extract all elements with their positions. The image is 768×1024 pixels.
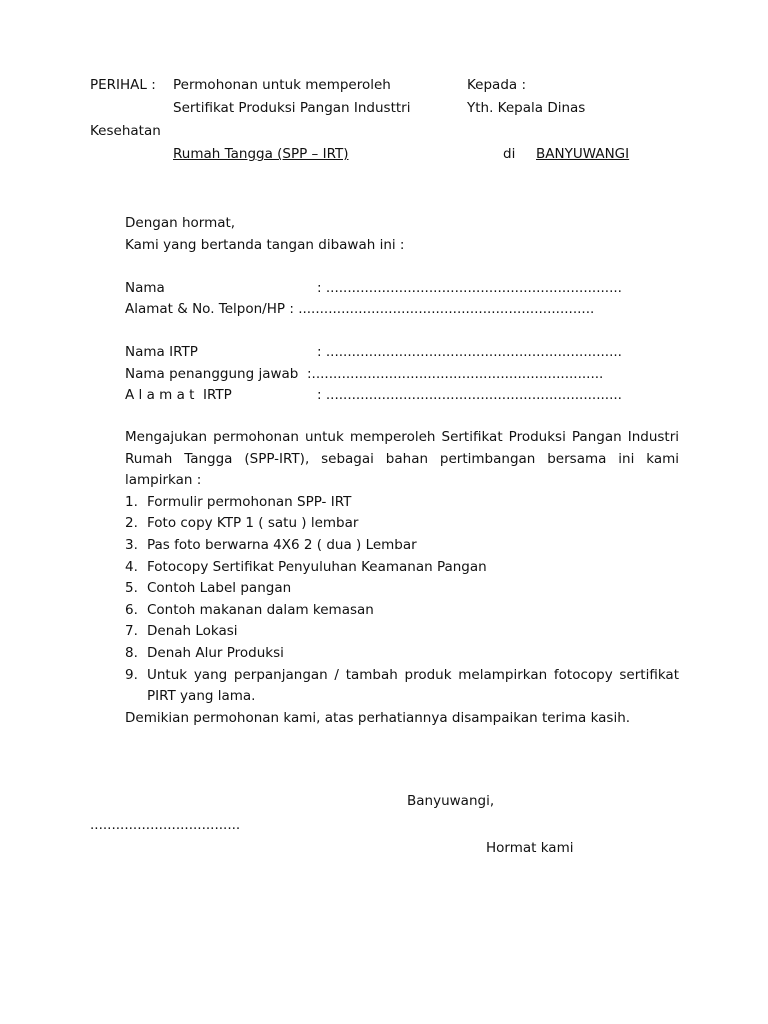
list-item: 8. Denah Alur Produksi (125, 644, 284, 661)
field-value: ..................................................................... (325, 387, 622, 403)
letter-body (125, 427, 679, 729)
field-label: Nama IRTP (125, 344, 198, 360)
field-nama-irtp (125, 343, 622, 361)
list-item: 6. Contoh makanan dalam kemasan (125, 601, 374, 618)
subject-wrap: Kesehatan (90, 123, 161, 139)
signature-date-dots: ................................... (90, 817, 241, 833)
field-label: A l a m a t IRTP (125, 387, 232, 403)
attachment-list (125, 492, 679, 708)
field-colon: : (317, 280, 322, 296)
intro-text: Kami yang bertanda tangan dibawah ini : (125, 237, 405, 253)
field-value: ..................................................................... (325, 344, 622, 360)
field-colon: : (317, 344, 322, 360)
field-alamat-telpon (125, 300, 594, 318)
field-penanggung-jawab (125, 365, 603, 383)
field-label: Alamat & No. Telpon/HP (125, 301, 286, 317)
list-item: 7. Denah Lokasi (125, 623, 238, 640)
signature-city: Banyuwangi, (407, 793, 495, 809)
recipient-line-1: Yth. Kepala Dinas (467, 100, 586, 116)
closing-paragraph: Demikian permohonan kami, atas perhatiannya disampaikan terima kasih. (125, 709, 631, 726)
list-item: 1. Formulir permohonan SPP- IRT (125, 493, 352, 510)
signature-regards: Hormat kami (486, 840, 574, 856)
request-paragraph: Mengajukan permohonan untuk memperoleh Sertifikat Produksi Pangan Industri Rumah Tangga (SPP-IRT), sebagai bahan pertimbangan bersama ini kami lampirkan : (125, 429, 679, 489)
location: BANYUWANGI (536, 146, 630, 162)
field-nama (125, 279, 622, 297)
list-item: 5. Contoh Label pangan (125, 580, 292, 597)
field-colon: : (306, 366, 312, 382)
field-value: ..................................................................... (298, 301, 595, 317)
di-label: di (503, 146, 516, 162)
list-item: 3. Pas foto berwarna 4X6 2 ( dua ) Lembar (125, 536, 417, 553)
field-value: ..................................................................... (325, 280, 622, 296)
field-label: Nama (125, 280, 165, 296)
salutation: Dengan hormat, (125, 215, 236, 231)
subject-line-3: Rumah Tangga (SPP – IRT) (173, 146, 349, 162)
field-alamat-irtp (125, 386, 622, 404)
field-colon: : (317, 387, 322, 403)
field-colon: : (289, 301, 294, 317)
list-item: 9. Untuk yang perpanjangan / tambah produk melampirkan fotocopy sertifikat PIRT yang lama. (125, 666, 679, 705)
kepada-label: Kepada : (467, 77, 527, 93)
subject-line-2: Sertifikat Produksi Pangan Industtri (173, 100, 411, 116)
list-item: 4. Fotocopy Sertifikat Penyuluhan Keamanan Pangan (125, 558, 487, 575)
list-item: 2. Foto copy KTP 1 ( satu ) lembar (125, 515, 359, 532)
subject-line-1: Permohonan untuk memperoleh (173, 77, 391, 93)
perihal-label: PERIHAL : (90, 77, 156, 93)
field-value: .................................................................... (311, 366, 604, 382)
field-label: Nama penanggung jawab (125, 366, 299, 382)
